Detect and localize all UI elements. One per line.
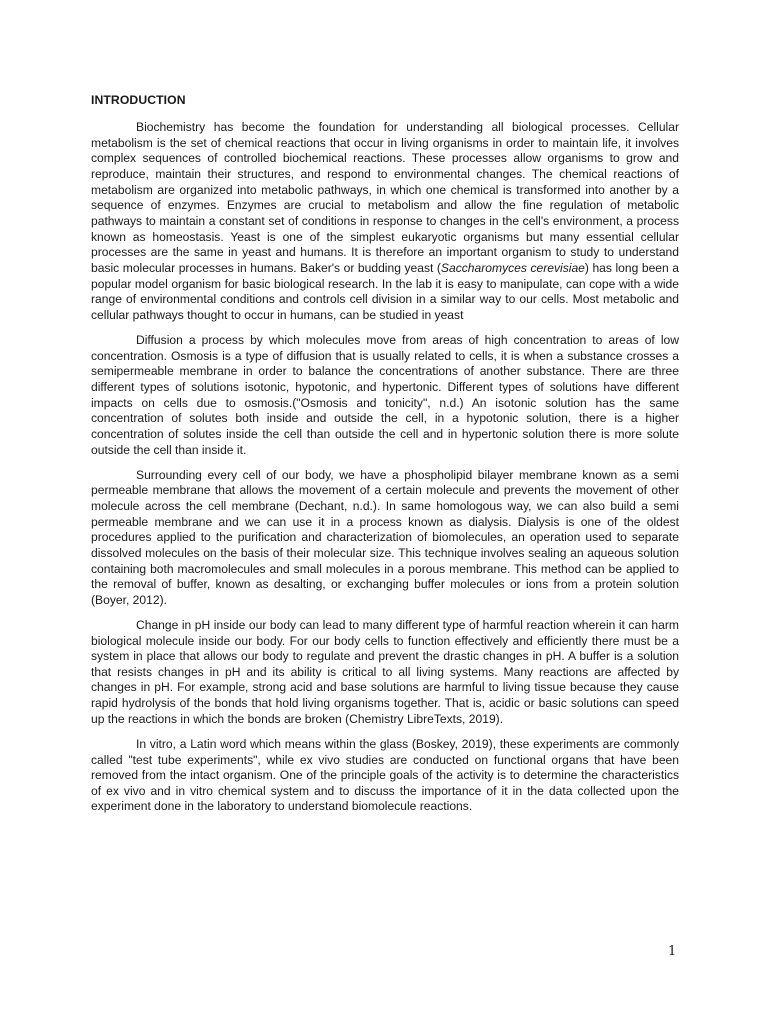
paragraph-ph: Change in pH inside our body can lead to many different type of harmful reaction wherein it can harm biological molecule inside our body. For our body cells to function effectively and efficiently there must be a system in place that allows our body to regulate and prevent the drastic changes in pH. A buffer is a solution that resists changes in pH and its ability is critical to all living systems. Many reactions are affected by changes in pH. For example, strong acid and base solutions are harmful to living tissue because they cause rapid hydrolysis of the bonds that hold living organisms together. That is, acidic or basic solutions can speed up the reactions in which the bonds are broken (Chemistry LibreTexts, 2019).: [91, 617, 679, 726]
paragraph-biochemistry: [91, 120, 679, 324]
page-number: 1: [668, 944, 677, 959]
paragraph-text: Biochemistry has become the foundation for understanding all biological processes. Cellular metabolism is the set of chemical reactions that occur in living organisms in order to maintain life, it involves complex sequences of controlled biochemical reactions. These processes allow organisms to grow and reproduce, maintain their structures, and respond to environmental changes. The chemical reactions of metabolism are organized into metabolic pathways, in which one chemical is transformed into another by a sequence of enzymes. Enzymes are crucial to metabolism and allow the fine regulation of metabolic pathways to maintain a constant set of conditions in response to changes in the cell's environment, a process known as homeostasis. Yeast is one of the simplest eukaryotic organisms but many essential cellular processes are the same in yeast and humans. It is therefore an important organism to study to understand basic molecular processes in humans. Baker's or budding yeast (: [91, 120, 679, 275]
paragraph-in-vitro: In vitro, a Latin word which means within the glass (Boskey, 2019), these experiments are commonly called "test tube experiments", while ex vivo studies are conducted on functional organs that have been removed from the intact organism. One of the principle goals of the activity is to determine the characteristics of ex vivo and in vitro chemical system and to discuss the importance of it in the data collected upon the experiment done in the laboratory to understand biomolecule reactions.: [91, 736, 679, 814]
section-heading: INTRODUCTION: [91, 93, 186, 107]
paragraph-text: ) has long been a popular model organism for basic biological research. In the lab it is easy to manipulate, can cope with a wide range of environmental conditions and controls cell division in a similar way to our cells. Most metabolic and cellular pathways thought to occur in humans, can be studied in yeast: [91, 260, 679, 322]
species-name: Saccharomyces cerevisiae: [440, 260, 585, 275]
paragraph-membrane: Surrounding every cell of our body, we have a phospholipid bilayer membrane known as a semi permeable membrane that allows the movement of a certain molecule and prevents the movement of other molecule across the cell membrane (Dechant, n.d.). In same homologous way, we can also build a semi permeable membrane and we can use it in a process known as dialysis. Dialysis is one of the oldest procedures applied to the purification and characterization of biomolecules, an operation used to separate dissolved molecules on the basis of their molecular size. This technique involves sealing an aqueous solution containing both macromolecules and small molecules in a porous membrane. This method can be applied to the removal of buffer, known as desalting, or exchanging buffer molecules or ions from a protein solution (Boyer, 2012).: [91, 467, 679, 607]
paragraph-diffusion: Diffusion a process by which molecules move from areas of high concentration to areas of low concentration. Osmosis is a type of diffusion that is usually related to cells, it is when a substance crosses a semipermeable membrane in order to balance the concentrations of another substance. There are three different types of solutions isotonic, hypotonic, and hypertonic. Different types of solutions have different impacts on cells due to osmosis.("Osmosis and tonicity", n.d.) An isotonic solution has the same concentration of solutes both inside and outside the cell, in a hypotonic solution, there is a higher concentration of solutes inside the cell than outside the cell and in hypertonic solution there is more solute outside the cell than inside it.: [91, 332, 679, 457]
document-body: [91, 120, 679, 825]
